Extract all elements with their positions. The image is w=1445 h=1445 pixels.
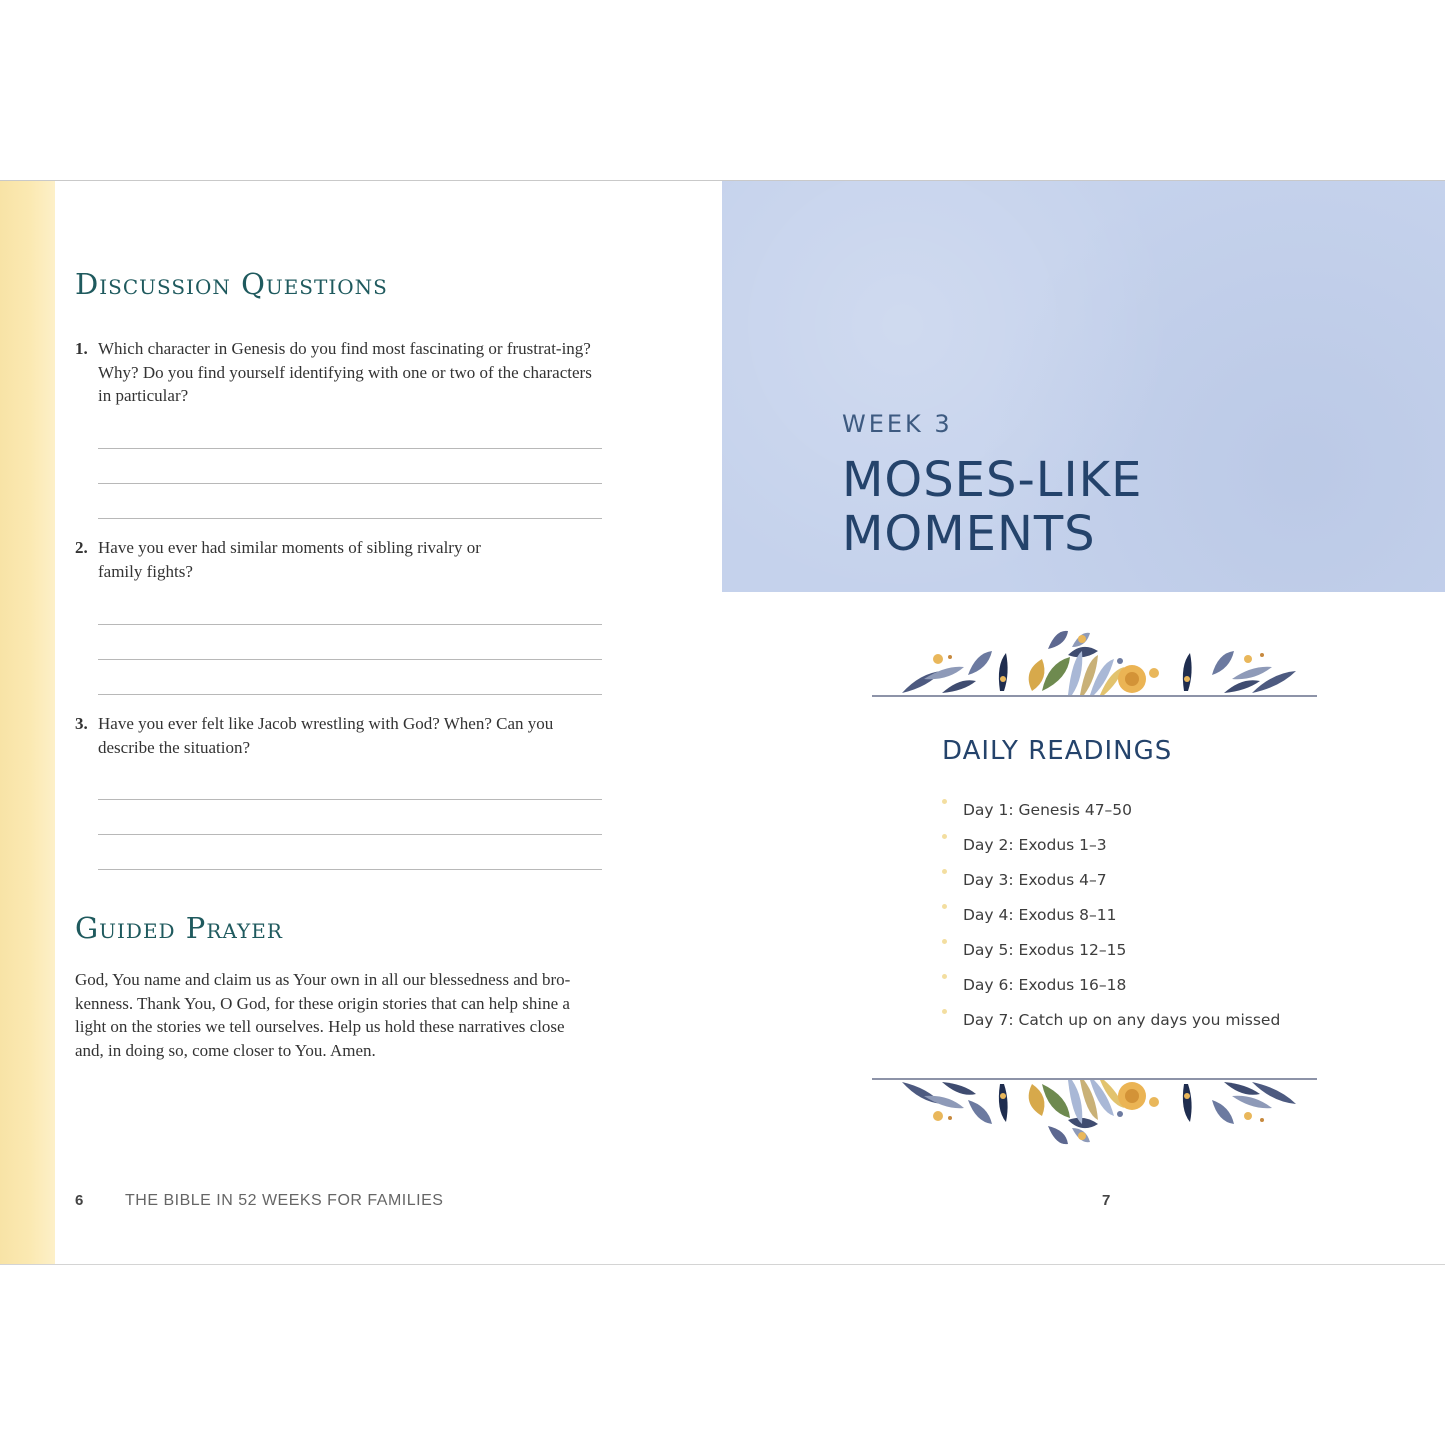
- reading-bullet-icon: [942, 869, 947, 874]
- guided-prayer-heading: Guided Prayer: [75, 911, 283, 945]
- answer-line[interactable]: [98, 518, 602, 519]
- reading-text: Day 1: Genesis 47–50: [963, 801, 1133, 819]
- reading-text: Day 6: Exodus 16–18: [963, 976, 1127, 994]
- reading-text: Day 2: Exodus 1–3: [963, 836, 1107, 854]
- reading-text: Day 5: Exodus 12–15: [963, 941, 1127, 959]
- reading-text: Day 4: Exodus 8–11: [963, 906, 1117, 924]
- reading-text: Day 7: Catch up on any days you missed: [963, 1011, 1281, 1029]
- reading-item: [942, 871, 1280, 906]
- reading-item: [942, 801, 1280, 836]
- question-number: 3.: [75, 714, 88, 733]
- week-title-block: [722, 181, 1445, 592]
- reading-item: [942, 941, 1280, 976]
- prayer-text: God, You name and claim us as Your own in all our blessedness and bro-kenness. Thank You, O God, for these origin stories that can help shine a light on the stories we tell ourselves. Help us hold these narratives close and, in doing so, come closer to You. Amen.: [75, 970, 571, 1060]
- answer-line[interactable]: [98, 869, 602, 870]
- week-label: WEEK 3: [842, 410, 953, 438]
- left-page: [55, 181, 722, 1264]
- reading-item: [942, 976, 1280, 1011]
- answer-line[interactable]: [98, 659, 602, 660]
- week-title-line-2: MOMENTS: [842, 506, 1096, 562]
- question-text: Have you ever felt like Jacob wrestling with God? When? Can you describe the situation?: [98, 714, 554, 757]
- reading-bullet-icon: [942, 939, 947, 944]
- reading-bullet-icon: [942, 834, 947, 839]
- reading-text: Day 3: Exodus 4–7: [963, 871, 1107, 889]
- spine-yellow-strip: [0, 181, 55, 1264]
- floral-ornament-bottom-icon: [872, 1074, 1317, 1154]
- reading-bullet-icon: [942, 904, 947, 909]
- floral-ornament-top-icon: [872, 621, 1317, 701]
- answer-line[interactable]: [98, 799, 602, 800]
- question-1: [75, 337, 595, 408]
- reading-bullet-icon: [942, 974, 947, 979]
- question-2: [75, 536, 595, 583]
- right-page: [722, 181, 1445, 1264]
- answer-line[interactable]: [98, 624, 602, 625]
- week-title-line-1: MOSES-LIKE: [842, 452, 1143, 508]
- question-3: [75, 712, 595, 759]
- question-number: 2.: [75, 538, 88, 557]
- reading-item: [942, 906, 1280, 941]
- running-head: THE BIBLE IN 52 WEEKS FOR FAMILIES: [125, 1192, 444, 1209]
- reading-bullet-icon: [942, 1009, 947, 1014]
- week-title: [842, 453, 1142, 561]
- daily-readings-list: [942, 801, 1280, 1046]
- reading-bullet-icon: [942, 799, 947, 804]
- discussion-questions-heading: Discussion Questions: [75, 267, 388, 301]
- reading-item: [942, 1011, 1280, 1046]
- question-number: 1.: [75, 339, 88, 358]
- page-number-right: 7: [1102, 1192, 1111, 1209]
- answer-line[interactable]: [98, 483, 602, 484]
- answer-line[interactable]: [98, 694, 602, 695]
- question-text: Have you ever had similar moments of sibling rivalry or family fights?: [98, 538, 481, 581]
- reading-item: [942, 836, 1280, 871]
- answer-line[interactable]: [98, 834, 602, 835]
- daily-readings-heading: DAILY READINGS: [942, 736, 1173, 766]
- question-text: Which character in Genesis do you find most fascinating or frustrat-ing? Why? Do you find yourself identifying with one or two of the characters in particular?: [98, 339, 592, 405]
- book-spread: [0, 180, 1445, 1265]
- page-number-left: 6: [75, 1192, 84, 1209]
- answer-line[interactable]: [98, 448, 602, 449]
